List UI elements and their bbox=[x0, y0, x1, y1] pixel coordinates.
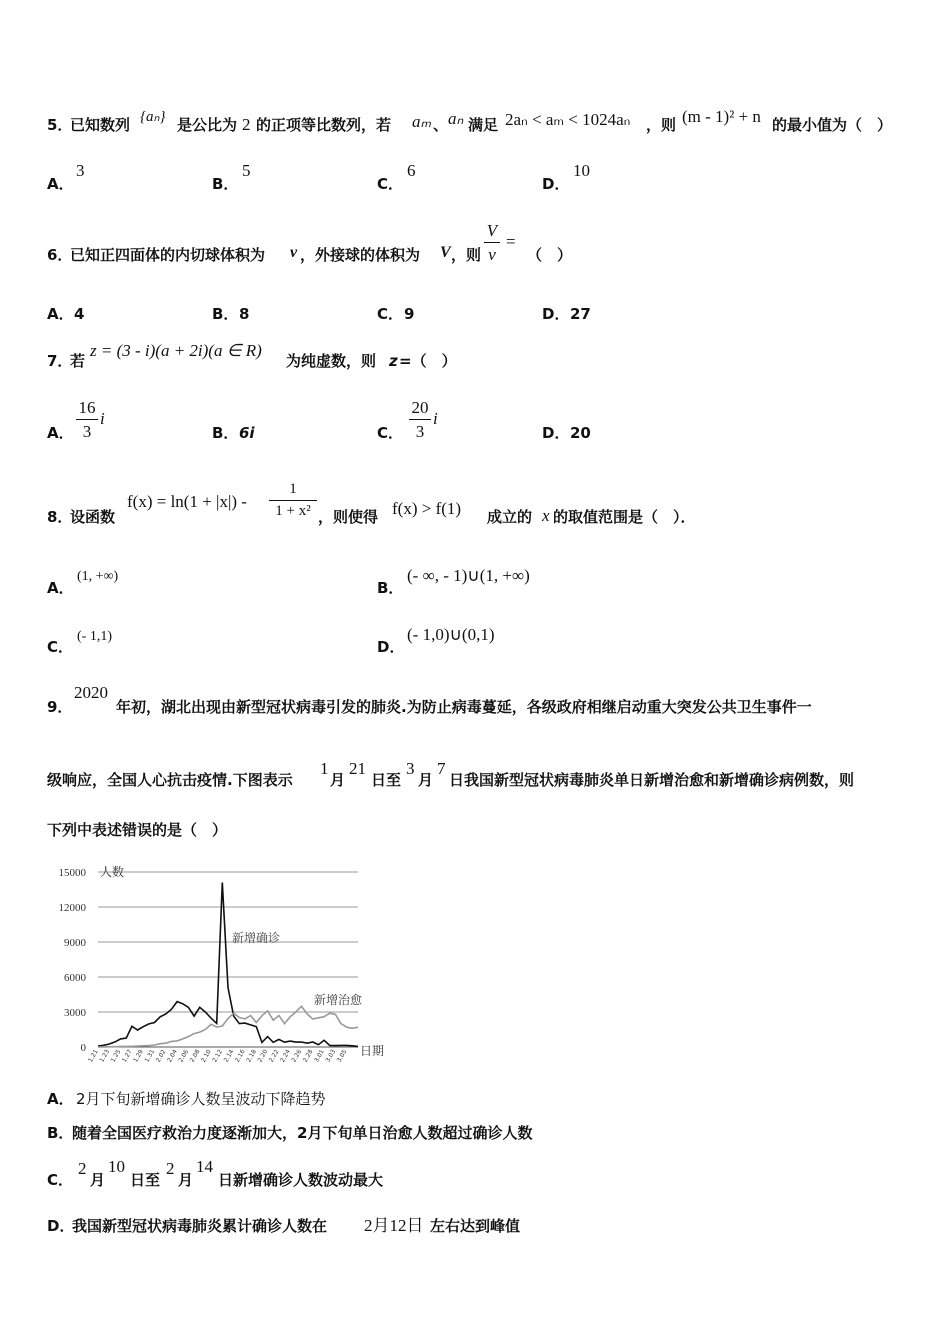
q5-option-d-value: 10 bbox=[573, 161, 590, 180]
q9-option-c-day-1: 10 bbox=[108, 1157, 125, 1176]
q5-option-b-label: B． bbox=[212, 175, 239, 193]
q9-month-1: 1 bbox=[320, 759, 329, 778]
q8-fraction-num: 1 bbox=[289, 481, 297, 497]
q8-option-b-label: B． bbox=[377, 579, 404, 597]
q6-option-a-value: 4 bbox=[74, 305, 85, 323]
q9-option-c-month-1: 2 bbox=[78, 1159, 87, 1178]
q7-option-b-label: B． bbox=[212, 424, 239, 442]
q5-option-a-value: 3 bbox=[76, 161, 85, 180]
y-tick-label: 15000 bbox=[58, 867, 86, 879]
q5-text-5: ，则 bbox=[646, 116, 677, 134]
q7-option-a-fraction bbox=[76, 399, 98, 440]
q8-option-d-value: (- 1,0)∪(0,1) bbox=[407, 625, 495, 644]
q9-yue-2: 月 bbox=[418, 771, 434, 789]
q9-option-c-yue-1: 月 bbox=[90, 1171, 106, 1189]
q9-option-b-text: 随着全国医疗救治力度逐渐加大，2月下旬单日治愈人数超过确诊人数 bbox=[72, 1124, 533, 1142]
x-tick-label: 1.27 bbox=[120, 1048, 134, 1064]
x-tick-label: 1.21 bbox=[86, 1048, 100, 1064]
q5-inequality: 2aₙ < aₘ < 1024aₙ bbox=[505, 110, 631, 129]
q9-line-3: 下列中表述错误的是（ ） bbox=[47, 821, 228, 839]
q6-fraction bbox=[484, 222, 500, 263]
x-tick-label: 2.24 bbox=[279, 1048, 292, 1064]
q6-fraction-num: V bbox=[486, 221, 498, 240]
q5-text-1: 已知数列 bbox=[70, 116, 131, 134]
q9-option-c-rest: 日新增确诊人数波动最大 bbox=[218, 1171, 384, 1189]
q8-option-a-value: (1, +∞) bbox=[77, 569, 119, 584]
q8-number: 8． bbox=[47, 508, 73, 526]
x-tick-label: 1.29 bbox=[132, 1048, 145, 1064]
q7-option-a-suffix: i bbox=[100, 409, 105, 428]
q6-option-c-label: C． bbox=[377, 305, 404, 323]
q6-option-d-value: 27 bbox=[570, 305, 591, 323]
y-tick-label: 6000 bbox=[64, 972, 86, 984]
q9-option-c-label: C． bbox=[47, 1171, 74, 1189]
q7-option-c-den: 3 bbox=[415, 422, 425, 441]
q9-number: 9． bbox=[47, 698, 73, 716]
q5-am: aₘ bbox=[412, 112, 432, 131]
q7-option-d-value: 20 bbox=[570, 424, 591, 442]
x-tick-label: 2.02 bbox=[154, 1048, 168, 1064]
x-tick-label: 1.23 bbox=[98, 1048, 112, 1064]
q8-option-c-value: (- 1,1) bbox=[77, 629, 112, 644]
series-label-new-confirmed: 新增确诊 bbox=[232, 931, 281, 945]
x-tick-label: 1.25 bbox=[109, 1048, 123, 1064]
x-tick-label: 2.18 bbox=[245, 1048, 258, 1064]
x-tick-label: 2.04 bbox=[166, 1048, 179, 1064]
x-tick-label: 1.31 bbox=[143, 1048, 157, 1064]
q9-yue-1: 月 bbox=[330, 771, 346, 789]
x-tick-label: 3.05 bbox=[335, 1048, 349, 1064]
q6-option-b-value: 8 bbox=[239, 305, 250, 323]
x-tick-label: 2.28 bbox=[301, 1048, 315, 1064]
q5-option-c-value: 6 bbox=[407, 161, 416, 180]
q6-number: 6． bbox=[47, 246, 73, 264]
chart-y-label: 人数 bbox=[100, 865, 125, 879]
q6-option-d-label: D． bbox=[542, 305, 570, 323]
q8-option-d-label: D． bbox=[377, 638, 405, 656]
x-tick-label: 3.01 bbox=[313, 1048, 326, 1064]
q8-x: x bbox=[542, 506, 550, 525]
q8-fraction-den: 1 + x² bbox=[275, 503, 311, 519]
q7-text-2: 为纯虚数，则 bbox=[286, 352, 377, 370]
q8-text-4: 的取值范围是（ ）． bbox=[553, 508, 696, 526]
q7-text-1: 若 bbox=[70, 352, 86, 370]
q8-text-3: 成立的 bbox=[487, 508, 533, 526]
q8-function: f(x) = ln(1 + |x|) - bbox=[127, 492, 247, 511]
q6-option-c-value: 9 bbox=[404, 305, 415, 323]
q8-fraction bbox=[269, 482, 317, 519]
q9-option-d-post: 左右达到峰值 bbox=[430, 1217, 521, 1235]
q8-text-1: 设函数 bbox=[70, 508, 116, 526]
q5-option-b-value: 5 bbox=[242, 161, 251, 180]
q9-option-a-text: 2月下旬新增确诊人数呈波动下降趋势 bbox=[76, 1090, 326, 1108]
q7-option-c-suffix: i bbox=[433, 409, 438, 428]
q9-option-d-label: D． bbox=[47, 1217, 75, 1235]
q5-seq: {aₙ} bbox=[140, 109, 166, 125]
q8-option-b-value: (- ∞, - 1)∪(1, +∞) bbox=[407, 566, 530, 585]
q5-expression: (m - 1)² + n bbox=[682, 107, 761, 126]
q9-day-2: 7 bbox=[437, 759, 446, 778]
x-tick-label: 2.26 bbox=[290, 1048, 304, 1064]
q8-option-c-label: C． bbox=[47, 638, 74, 656]
q9-option-a-label: A． bbox=[47, 1090, 74, 1108]
q9-day-1: 21 bbox=[349, 759, 366, 778]
q9-option-c-yue-2: 月 bbox=[178, 1171, 194, 1189]
x-tick-label: 3.03 bbox=[324, 1048, 338, 1064]
q7-text-3: =（ ） bbox=[399, 352, 457, 370]
q9-line-2b: 日至 bbox=[371, 771, 402, 789]
q9-option-c-mid: 日至 bbox=[130, 1171, 161, 1189]
q9-option-c-month-2: 2 bbox=[166, 1159, 175, 1178]
q8-option-a-label: A． bbox=[47, 579, 74, 597]
q6-option-a-label: A． bbox=[47, 305, 74, 323]
q5-number: 5． bbox=[47, 116, 73, 134]
q5-text-3: 的正项等比数列，若 bbox=[256, 116, 392, 134]
x-tick-label: 2.14 bbox=[222, 1048, 236, 1064]
q5-sep: 、 bbox=[433, 116, 449, 134]
y-tick-label: 12000 bbox=[58, 902, 86, 914]
q9-line-1: 年初，湖北出现由新型冠状病毒引发的肺炎.为防止病毒蔓延，各级政府相继启动重大突发公共卫生事件一 bbox=[116, 698, 812, 716]
q7-option-c-fraction bbox=[409, 399, 431, 440]
q7-option-b-value: 6i bbox=[239, 424, 255, 442]
q9-chart bbox=[58, 858, 385, 1070]
x-tick-label: 2.12 bbox=[211, 1048, 225, 1064]
q9-month-2: 3 bbox=[406, 759, 415, 778]
q5-text-2: 是公比为 bbox=[177, 116, 238, 134]
q6-equals: = bbox=[506, 232, 516, 251]
q5-option-a-label: A． bbox=[47, 175, 74, 193]
y-tick-label: 0 bbox=[80, 1042, 86, 1054]
q9-year: 2020 bbox=[74, 683, 108, 702]
q9-option-d-date: 2月12日 bbox=[364, 1216, 424, 1235]
q7-number: 7． bbox=[47, 352, 73, 370]
q6-text-1: 已知正四面体的内切球体积为 bbox=[70, 246, 266, 264]
q6-v: v bbox=[290, 244, 298, 261]
q6-text-3: ，则 bbox=[451, 246, 482, 264]
q9-line-2c: 日我国新型冠状病毒肺炎单日新增治愈和新增确诊病例数，则 bbox=[449, 771, 855, 789]
q7-option-a-den: 3 bbox=[82, 422, 92, 441]
y-tick-label: 3000 bbox=[64, 1007, 86, 1019]
q9-option-c-day-2: 14 bbox=[196, 1157, 213, 1176]
q6-option-b-label: B． bbox=[212, 305, 239, 323]
q7-z: z bbox=[389, 352, 398, 370]
x-tick-label: 2.22 bbox=[267, 1048, 281, 1064]
chart-x-label: 日期 bbox=[360, 1044, 385, 1058]
q9-option-d-pre: 我国新型冠状病毒肺炎累计确诊人数在 bbox=[72, 1217, 328, 1235]
x-tick-label: 2.16 bbox=[233, 1048, 247, 1064]
q5-an: aₙ bbox=[448, 109, 464, 128]
series-label-new-cured: 新增治愈 bbox=[314, 993, 363, 1007]
q6-V: V bbox=[440, 244, 451, 261]
q5-text-6: 的最小值为（ ） bbox=[772, 116, 893, 134]
q8-text-2: ，则使得 bbox=[318, 508, 379, 526]
q8-condition: f(x) > f(1) bbox=[392, 499, 462, 518]
x-tick-label: 2.08 bbox=[188, 1048, 202, 1064]
q6-text-4: （ ） bbox=[527, 246, 573, 264]
x-tick-label: 2.10 bbox=[200, 1048, 213, 1064]
q7-option-c-label: C． bbox=[377, 424, 404, 442]
q6-fraction-den: v bbox=[488, 245, 496, 264]
q5-ratio: 2 bbox=[242, 115, 251, 134]
q7-option-c-num: 20 bbox=[411, 398, 429, 417]
q7-option-a-label: A． bbox=[47, 424, 74, 442]
q5-text-4: 满足 bbox=[468, 116, 499, 134]
q9-option-b-label: B． bbox=[47, 1124, 74, 1142]
x-tick-label: 2.06 bbox=[177, 1048, 191, 1064]
q5-option-c-label: C． bbox=[377, 175, 404, 193]
q7-expression: z = (3 - i)(a + 2i)(a ∈ R) bbox=[90, 341, 262, 360]
q7-option-a-num: 16 bbox=[78, 398, 96, 417]
q5-option-d-label: D． bbox=[542, 175, 570, 193]
x-tick-label: 2.20 bbox=[256, 1048, 270, 1064]
y-tick-label: 9000 bbox=[64, 937, 86, 949]
q6-text-2: ，外接球的体积为 bbox=[300, 246, 421, 264]
q7-option-d-label: D． bbox=[542, 424, 570, 442]
q9-line-2a: 级响应，全国人心抗击疫情.下图表示 bbox=[47, 771, 293, 789]
